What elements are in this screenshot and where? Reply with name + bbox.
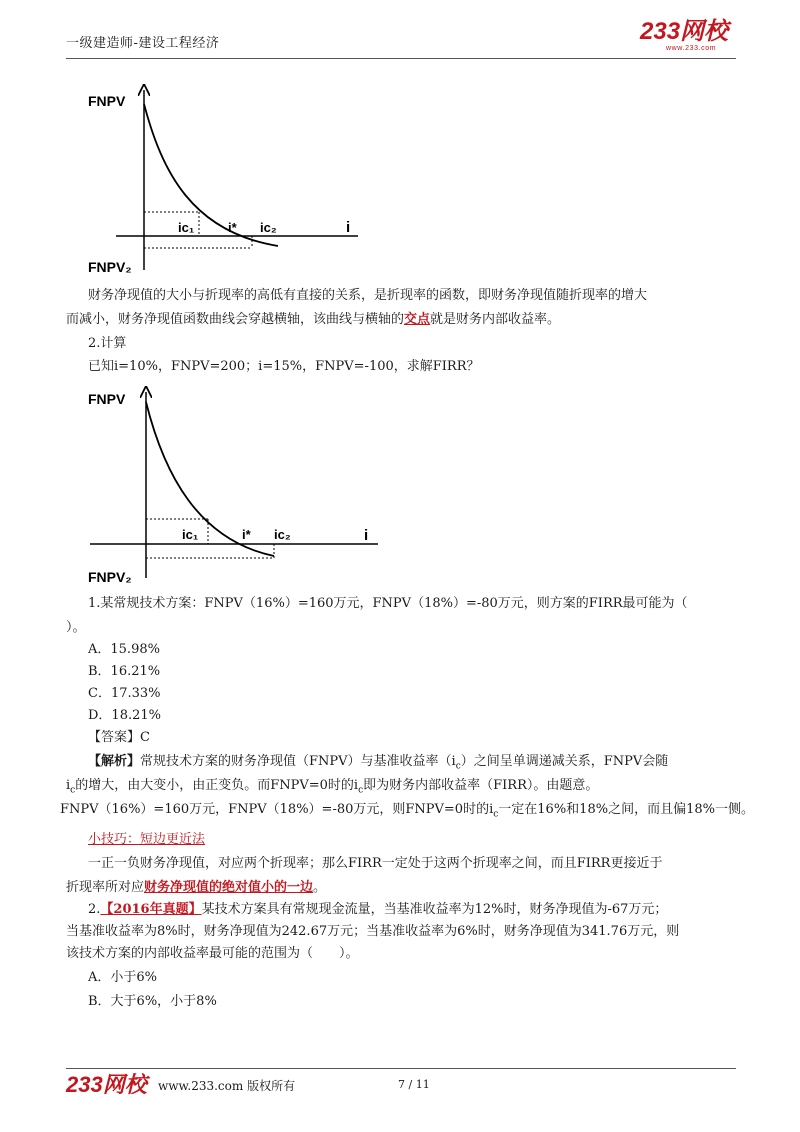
fnpv-figure-1 bbox=[82, 82, 382, 282]
y-axis-label: FNPV bbox=[88, 93, 126, 109]
footer-copyright: www.233.com 版权所有 bbox=[158, 1079, 296, 1093]
ic2-label: ic₂ bbox=[260, 220, 277, 235]
brand-logo[interactable]: 233网校 bbox=[640, 18, 729, 45]
para1-line2: 而减小，财务净现值函数曲线会穿越横轴，该曲线与横轴的交点就是财务内部收益率。 bbox=[66, 312, 561, 327]
q2-exam-tag: 【2016年真题】 bbox=[100, 902, 202, 917]
istar-label: i* bbox=[242, 527, 251, 542]
section2-title: 2.计算 bbox=[88, 336, 127, 351]
section2-given: 已知i=10%，FNPV=200；i=15%，FNPV=-100，求解FIRR？ bbox=[88, 359, 480, 374]
page-number: 7 / 11 bbox=[398, 1078, 430, 1091]
intersection-keyword: 交点 bbox=[404, 312, 431, 327]
tip-title: 小技巧：短边更近法 bbox=[88, 832, 206, 847]
q2-stem-line3: 该技术方案的内部收益率最可能的范围为（ ）。 bbox=[66, 946, 359, 961]
q2-option-a: A．小于6% bbox=[88, 970, 158, 985]
tip-emphasis: 财务净现值的绝对值小的一边 bbox=[144, 880, 314, 895]
q1-option-b: B．16.21% bbox=[88, 664, 161, 679]
ic2-label: ic₂ bbox=[274, 527, 291, 542]
npv-curve bbox=[146, 402, 274, 556]
q2-stem-line1: 2.【2016年真题】某技术方案具有常规现金流量，当基准收益率为12%时，财务净现值为-67万元； bbox=[88, 902, 668, 917]
ic1-label: ic₁ bbox=[182, 527, 199, 542]
fnpv2-label: FNPV₂ bbox=[88, 259, 132, 275]
q2-option-b: B．大于6%，小于8% bbox=[88, 994, 217, 1009]
q1-option-c: C．17.33% bbox=[88, 686, 161, 701]
q1-answer: 【答案】C bbox=[88, 730, 150, 745]
q1-option-d: D．18.21% bbox=[88, 708, 161, 723]
q1-stem-line2: ）。 bbox=[66, 620, 86, 635]
q1-analysis-line1: 【解析】常规技术方案的财务净现值（FNPV）与基准收益率$(i_c)$之间呈单调递减关系，FNPV会随 bbox=[88, 754, 669, 772]
x-axis-label: i bbox=[346, 219, 351, 236]
tip-line2: 折现率所对应财务净现值的绝对值小的一边。 bbox=[66, 880, 327, 895]
npv-curve bbox=[144, 104, 278, 246]
footer-logo[interactable]: 233网校 bbox=[66, 1072, 147, 1097]
tip-line1: 一正一负财务净现值，对应两个折现率；那么FIRR一定处于这两个折现率之间，而且FIRR更接近于 bbox=[88, 856, 663, 871]
istar-label: i* bbox=[228, 220, 237, 235]
q1-analysis-line2: $i_c$的增大，由大变小，由正变负。而FNPV=0时的$i_c$即为财务内部收益率（FIRR）。由题意。 bbox=[66, 778, 599, 796]
q1-option-a: A．15.98% bbox=[88, 642, 160, 657]
fnpv-figure-2 bbox=[82, 382, 392, 587]
fnpv2-label: FNPV₂ bbox=[88, 569, 132, 585]
para1-line1: 财务净现值的大小与折现率的高低有直接的关系，是折现率的函数，即财务净现值随折现率的增大 bbox=[88, 288, 648, 303]
ic1-label: ic₁ bbox=[178, 220, 195, 235]
header-divider bbox=[66, 58, 736, 59]
y-axis-label: FNPV bbox=[88, 391, 126, 407]
header-title: 一级建造师-建设工程经济 bbox=[66, 36, 220, 51]
q1-analysis-line3: FNPV（16%）=160万元，FNPV（18%）=-80万元，则FNPV=0时的$i_c$一定在16%和18%之间，而且偏18%一侧。 bbox=[60, 802, 754, 820]
q2-stem-line2: 当基准收益率为8%时，财务净现值为242.67万元；当基准收益率为6%时，财务净现值为341.76万元，则 bbox=[66, 924, 680, 939]
q1-stem-line1: 1.某常规技术方案：FNPV（16%）=160万元，FNPV（18%）=-80万元，则方案的FIRR最可能为（ bbox=[88, 596, 688, 611]
footer-divider bbox=[66, 1068, 736, 1069]
brand-logo-url: www.233.com bbox=[666, 45, 717, 52]
x-axis-label: i bbox=[364, 527, 369, 544]
